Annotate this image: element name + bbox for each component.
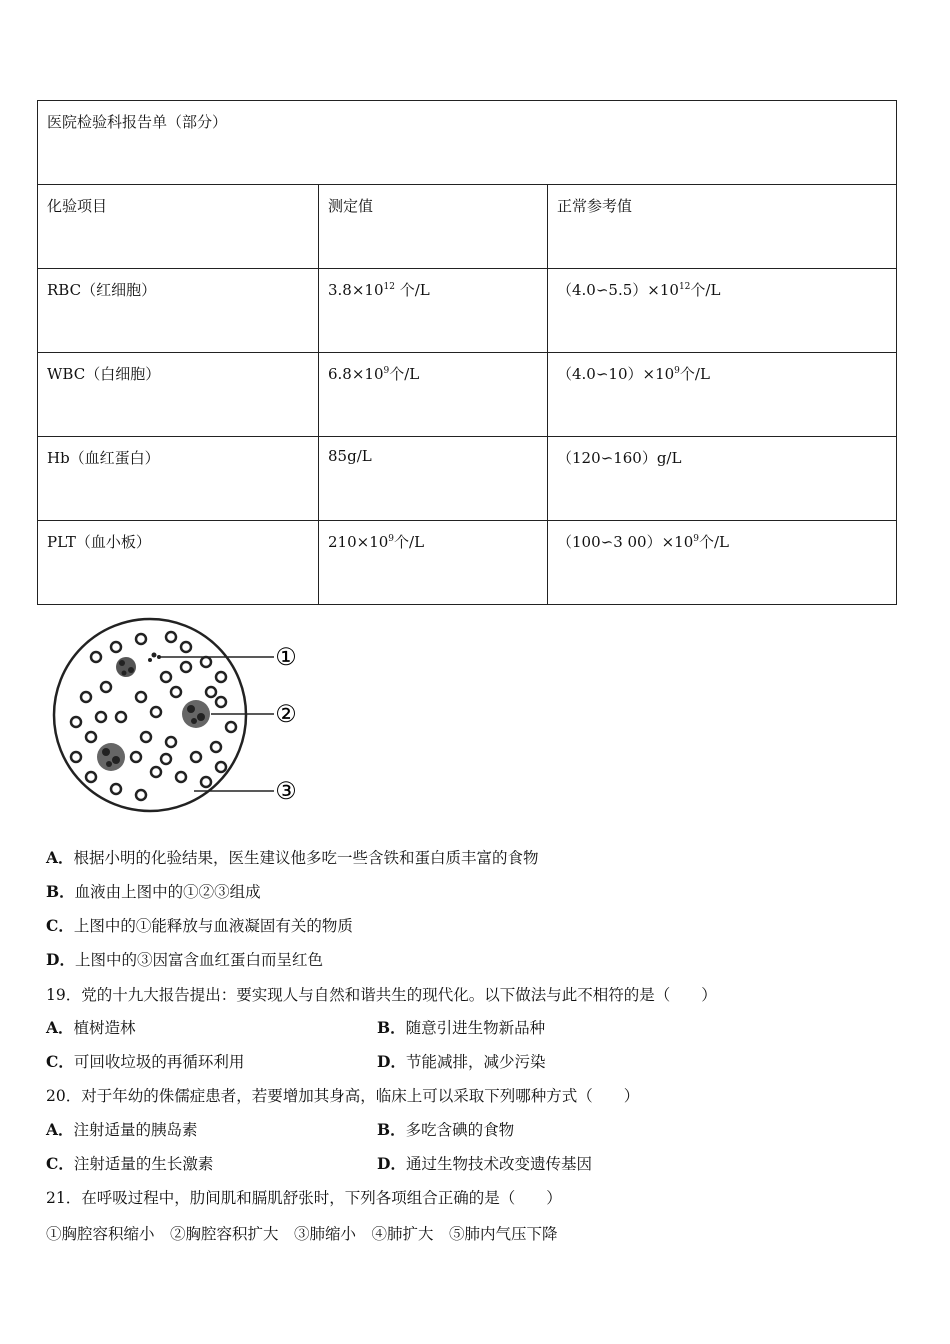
q18-option-c: C．上图中的①能释放与血液凝固有关的物质 [46, 916, 353, 935]
blood-smear-figure [46, 617, 306, 813]
q19-option-d: D．节能减排，减少污染 [377, 1052, 546, 1071]
q21-stem: 21．在呼吸过程中，肋间肌和膈肌舒张时，下列各项组合正确的是（ ） [46, 1189, 562, 1207]
table-row [38, 437, 897, 521]
red-blood-cell [181, 642, 191, 652]
red-blood-cell [191, 752, 201, 762]
red-blood-cell [91, 652, 101, 662]
table-row [38, 521, 897, 605]
red-blood-cell [216, 672, 226, 682]
q19-option-c: C．可回收垃圾的再循环利用 [46, 1052, 245, 1071]
report-title: 医院检验科报告单（部分） [38, 101, 897, 185]
q20-option-a: A．注射适量的胰岛素 [46, 1120, 198, 1139]
red-blood-cell [111, 642, 121, 652]
figure-label-3: ③ [275, 777, 297, 805]
row-reference: $(4.0∽5.5)\times 10^{12}$个/L [548, 269, 897, 353]
header-item: 化验项目 [38, 185, 319, 269]
red-blood-cell [71, 717, 81, 727]
header-value: 测定值 [319, 185, 548, 269]
red-blood-cell [136, 692, 146, 702]
q20-stem: 20．对于年幼的侏儒症患者，若要增加其身高，临床上可以采取下列哪种方式（ ） [46, 1087, 640, 1105]
figure-label-2: ② [275, 700, 297, 728]
header-reference: 正常参考值 [548, 185, 897, 269]
red-blood-cell [86, 732, 96, 742]
table-row [38, 353, 897, 437]
row-reference: （120∽160）g/L [548, 437, 897, 521]
q20-option-d: D．通过生物技术改变遗传基因 [377, 1154, 592, 1173]
red-blood-cell [161, 754, 171, 764]
q20-option-b: B．多吃含碘的食物 [377, 1120, 515, 1139]
red-blood-cell [216, 762, 226, 772]
row-value: $6.8\times 10^9$个/L [319, 353, 548, 437]
red-blood-cell [116, 712, 126, 722]
q18-option-d: D．上图中的③因富含血红蛋白而呈红色 [46, 950, 323, 969]
row-item: Hb（血红蛋白） [38, 437, 319, 521]
red-blood-cell [81, 692, 91, 702]
q19-option-b: B．随意引进生物新品种 [377, 1018, 546, 1037]
figure-label-1: ① [275, 643, 297, 671]
red-blood-cell [201, 777, 211, 787]
red-blood-cell [181, 662, 191, 672]
q19-stem: 19．党的十九大报告提出：要实现人与自然和谐共生的现代化。以下做法与此不相符的是（ ） [46, 986, 717, 1004]
red-blood-cell [136, 790, 146, 800]
red-blood-cell [96, 712, 106, 722]
red-blood-cell [211, 742, 221, 752]
q18-option-b: B．血液由上图中的①②③组成 [46, 882, 261, 901]
red-blood-cell [151, 707, 161, 717]
red-blood-cell [226, 722, 236, 732]
red-blood-cell [136, 634, 146, 644]
red-blood-cell [111, 784, 121, 794]
table-row [38, 269, 897, 353]
red-blood-cell [141, 732, 151, 742]
red-blood-cell [131, 752, 141, 762]
q18-option-a: A．根据小明的化验结果，医生建议他多吃一些含铁和蛋白质丰富的食物 [46, 848, 539, 867]
q19-option-a: A．植树造林 [46, 1018, 136, 1037]
lab-report-table [37, 100, 897, 605]
row-value: 85g/L [319, 437, 548, 521]
row-item: PLT（血小板） [38, 521, 319, 605]
red-blood-cell [166, 737, 176, 747]
row-reference: $(4.0∽10)\times 10^9$个/L [548, 353, 897, 437]
row-reference: （100∽3 $00)\times 10^9$个/L [548, 521, 897, 605]
red-blood-cell [171, 687, 181, 697]
red-blood-cell [86, 772, 96, 782]
red-blood-cell [161, 672, 171, 682]
row-value: $3.8\times 10^{12}$ 个/L [319, 269, 548, 353]
red-blood-cell [176, 772, 186, 782]
red-blood-cell [216, 697, 226, 707]
row-item: RBC（红细胞） [38, 269, 319, 353]
red-blood-cell [201, 657, 211, 667]
q20-option-c: C．注射适量的生长激素 [46, 1154, 214, 1173]
red-blood-cell [71, 752, 81, 762]
red-blood-cell [206, 687, 216, 697]
row-value: $210\times 10^9$个/L [319, 521, 548, 605]
row-item: WBC（白细胞） [38, 353, 319, 437]
red-blood-cell [151, 767, 161, 777]
red-blood-cell [166, 632, 176, 642]
red-blood-cell [101, 682, 111, 692]
q21-items: ①胸腔容积缩小 ②胸腔容积扩大 ③肺缩小 ④肺扩大 ⑤肺内气压下降 [46, 1225, 558, 1243]
